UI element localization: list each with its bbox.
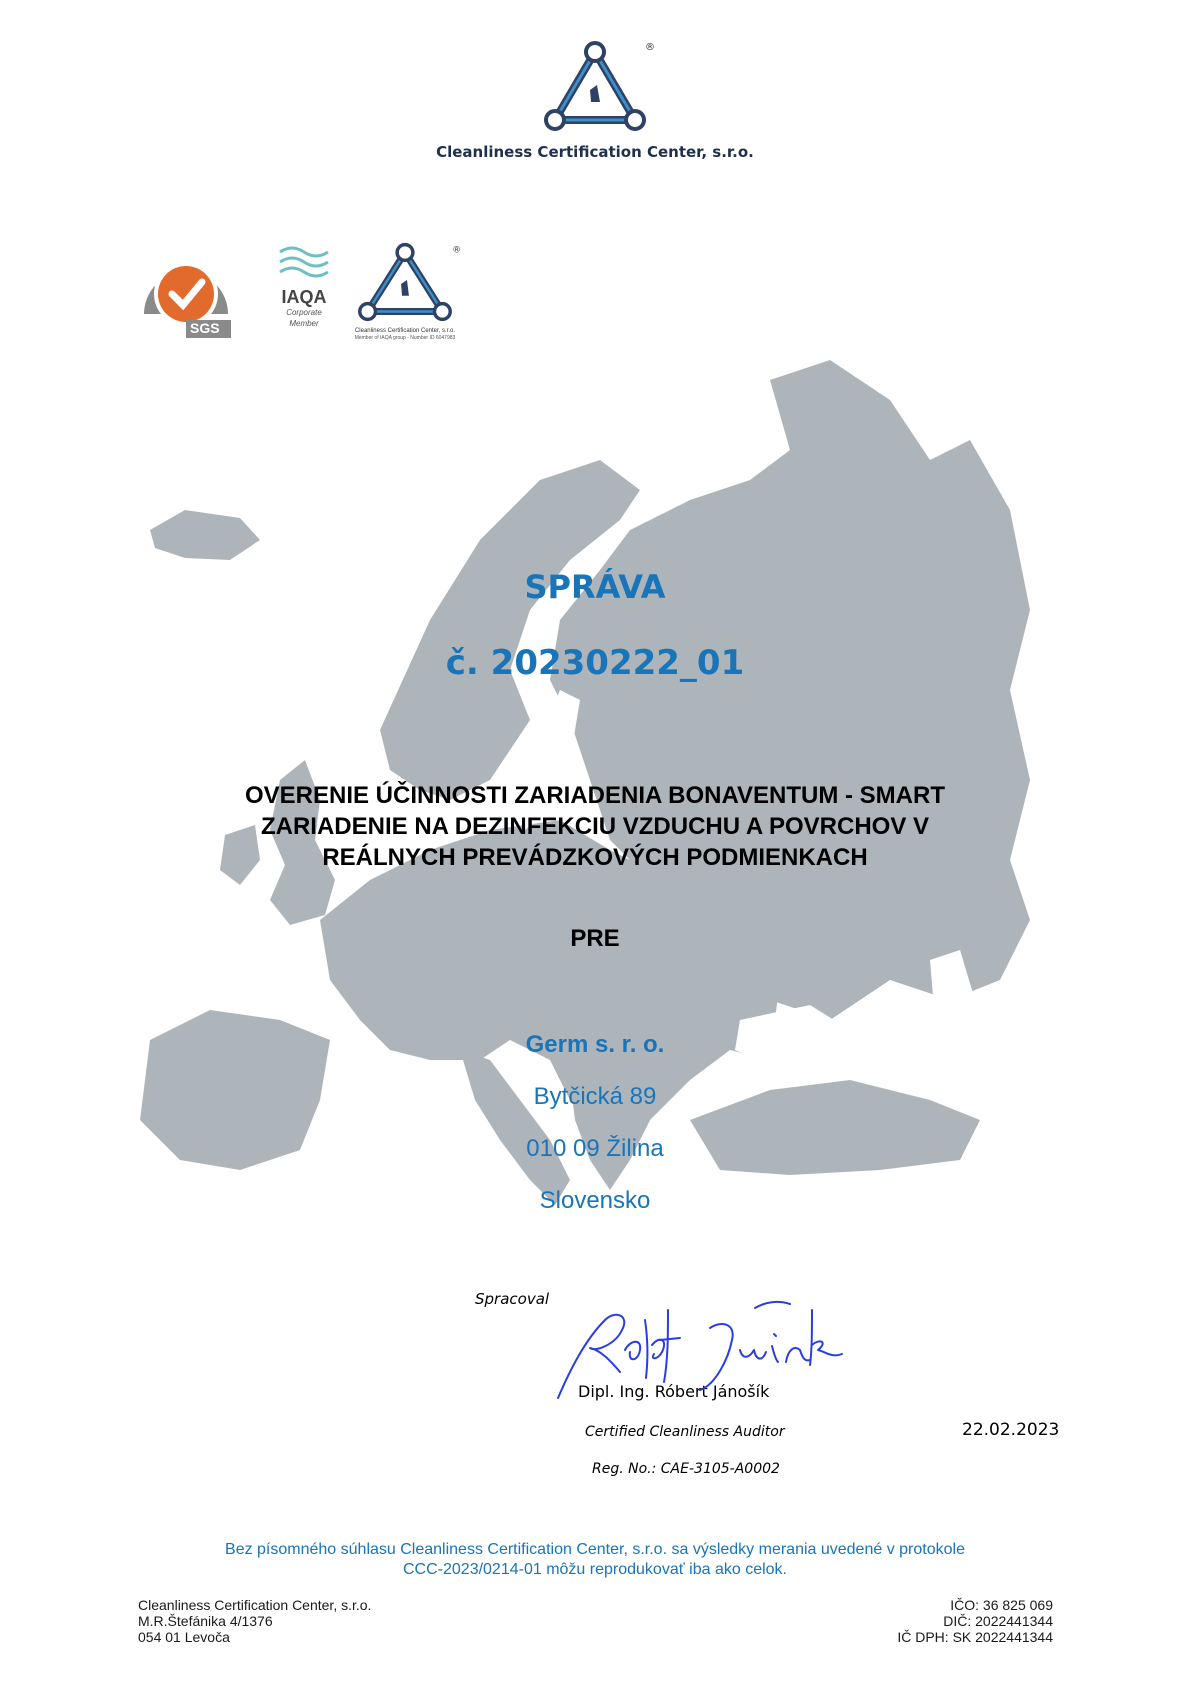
iaqa-sub2: Member xyxy=(289,319,319,328)
subject-line-3: REÁLNYCH PREVÁDZKOVÝCH PODMIENKACH xyxy=(322,844,868,871)
report-subject xyxy=(195,780,995,873)
svg-text:®: ® xyxy=(645,42,655,53)
prepared-by-label: Spracoval xyxy=(475,1290,550,1308)
notice-line-1: Bez písomného súhlasu Cleanliness Certification Center, s.r.o. sa výsledky merania uvedené v protokole xyxy=(225,1541,965,1558)
subject-line-1: OVERENIE ÚČINNOSTI ZARIADENIA BONAVENTUM - SMART xyxy=(244,782,945,809)
handwritten-signature xyxy=(550,1290,850,1405)
reproduction-notice xyxy=(0,1540,1190,1580)
ccc-badge-line2: Member of IAQA group - Number ID 6047983 xyxy=(354,335,456,341)
report-number: č. 20230222_01 xyxy=(445,643,745,683)
ccc-member-badge xyxy=(346,242,464,340)
client-name: Germ s. r. o. xyxy=(525,1031,665,1058)
signer-role: Certified Cleanliness Auditor xyxy=(585,1424,785,1440)
client-country: Slovensko xyxy=(539,1187,651,1214)
signer-name: Dipl. Ing. Róbert Jánošík xyxy=(578,1382,770,1401)
iaqa-label: IAQA xyxy=(281,287,327,307)
client-street: Bytčická 89 xyxy=(533,1083,657,1110)
report-title: SPRÁVA xyxy=(524,568,666,606)
footer-icdph: IČ DPH: SK 2022441344 xyxy=(897,1629,1053,1645)
ccc-badge-line1: Cleanliness Certification Center, s.r.o. xyxy=(354,328,456,334)
footer-tax-ids xyxy=(897,1597,1053,1645)
footer-company: Cleanliness Certification Center, s.r.o. xyxy=(138,1597,372,1613)
footer-ico: IČO: 36 825 069 xyxy=(950,1597,1053,1613)
iaqa-sub1: Corporate xyxy=(286,308,322,317)
footer-address xyxy=(138,1597,371,1645)
ccc-triangle-logo-icon xyxy=(346,242,464,322)
notice-line-2: CCC-2023/0214-01 môžu reprodukovať iba ako celok. xyxy=(403,1561,787,1578)
footer-city: 054 01 Levoča xyxy=(138,1629,230,1645)
subject-line-2: ZARIADENIE NA DEZINFEKCIU VZDUCHU A POVRCHOV V xyxy=(260,813,930,840)
iaqa-corporate-member-badge-icon xyxy=(268,242,340,340)
signer-reg-number: Reg. No.: CAE-3105-A0002 xyxy=(592,1461,780,1477)
for-label: PRE xyxy=(570,925,620,952)
sgs-label: SGS xyxy=(190,320,220,336)
client-city: 010 09 Žilina xyxy=(526,1135,664,1162)
company-name: Cleanliness Certification Center, s.r.o. xyxy=(436,143,754,161)
footer-dic: DIČ: 2022441344 xyxy=(943,1613,1053,1629)
ccc-triangle-logo-icon xyxy=(535,40,655,140)
report-date: 22.02.2023 xyxy=(962,1420,1060,1440)
footer-street: M.R.Štefánika 4/1376 xyxy=(138,1613,273,1629)
sgs-certification-badge-icon xyxy=(136,242,236,340)
svg-text:®: ® xyxy=(452,245,462,256)
